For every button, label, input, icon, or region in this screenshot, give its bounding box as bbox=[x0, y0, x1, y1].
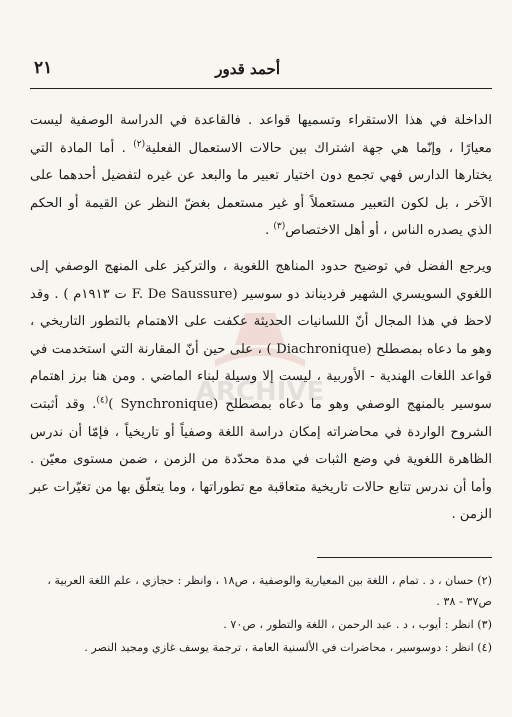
footnote-separator bbox=[317, 557, 492, 558]
latin-term-synchronique: Synchronique bbox=[120, 396, 214, 412]
page-number: ٢١ bbox=[34, 58, 53, 78]
footnote-3: (٣) انظر : أيوب ، د . عبد الرحمن ، اللغة والتطور ، ص٧٠ . bbox=[223, 617, 492, 631]
header-author: أحمد قدور bbox=[215, 60, 280, 78]
book-page bbox=[30, 52, 492, 658]
footnote-ref-4: (٤) bbox=[96, 395, 109, 406]
footnote-ref-2: (٢) bbox=[133, 139, 146, 150]
footnote-4: (٤) انظر : دوسوسير ، محاضرات في الألسنية العامة ، ترجمة يوسف غازي ومجيد النصر . bbox=[84, 640, 492, 654]
paragraph-2: ويرجع الفضل في توضيح حدود المناهج اللغوية ، والتركيز على المنهج الوصفي إلى اللغوي السويسري الشهير فرديناند دو سوسير (F. De Saussure ت ١٩١٣م ) . وقد لاحظ في هذا المجال أنّ اللسانيات الحديثة عكفت على الاهتمام بالتطور التاريخي ، وهو ما دعاه بمصطلح (Diachronique ) ، على حين أنّ المقارنة التي استخدمت في قواعد اللغات الهندية - الأوربية ، ليست إلا وسيلة لبناء الماضي . ومن هنا برز اهتمام سوسير بالمنهج الوصفي وهو ما دعاه بمصطلح (Synchronique )$^{(٤)}$. وقد أثبتت الشروح الواردة في محاضراته إمكان دراسة اللغة وصفياً أو تاريخياً ، فإمّا أن ندرس الظاهرة اللغوية في وضع الثبات في مدة محدّدة من الزمن ، ضمن مستوى معيّن . وأما أن ندرس تتابع حالات تاريخية متعاقبة مع تطوراتها ، وما يتعلّق بها من تغيّرات عبر الزمن . bbox=[30, 258, 492, 523]
main-text bbox=[30, 107, 492, 529]
latin-term-diachronique: Diachronique bbox=[276, 341, 367, 357]
footnote-2: (٢) حسان ، د . تمام ، اللغة بين المعيارية والوصفية ، ص١٨ ، وانظر : حجازي ، علم اللغة العربية ، ص٣٧ - ٣٨ . bbox=[47, 573, 492, 608]
footnote-ref-3: (٣) bbox=[273, 221, 286, 232]
footnotes bbox=[30, 570, 492, 658]
paragraph-1: الداخلة في هذا الاستقراء وتسميها قواعد . فالقاعدة في الدراسة الوصفية ليست معيارًا ، وإنّما هي جهة اشتراك بين حالات الاستعمال الفعلية$^{(٢)}$ . أما المادة التي يختارها الدارس فهي تجمع دون اختيار تعبير ما والبعد عن غيره لتفضيل أحدهما على الآخر ، بل لكون التعبير مستعملاً أو غير مستعمل بغضّ النظر عن القيمة أو الحكم الذي يصدره الناس ، أو أهل الاختصاص$^{(٣)}$ . bbox=[30, 113, 492, 239]
latin-term-saussure: F. De Saussure bbox=[131, 286, 233, 302]
running-header bbox=[30, 52, 492, 89]
watermark-text: ARCHIVE bbox=[195, 377, 325, 407]
